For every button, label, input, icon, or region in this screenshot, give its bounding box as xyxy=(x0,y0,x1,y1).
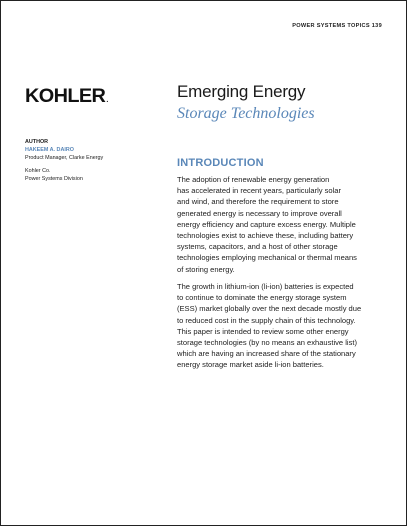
intro-paragraph-2 xyxy=(177,281,385,371)
series-label: POWER SYSTEMS TOPICS 139 xyxy=(292,23,382,29)
org-line-2: Power Systems Division xyxy=(25,176,83,183)
author-label: AUTHOR xyxy=(25,139,49,145)
text-line: The growth in lithium-ion (li-ion) batteries is expected xyxy=(177,282,354,291)
organization xyxy=(25,168,165,184)
text-line: to continue to dominate the energy storage system xyxy=(177,293,347,303)
text-line: This paper is intended to review some other energy xyxy=(177,326,349,336)
text-line: energy efficiency and capture excess energy. Multiple xyxy=(177,219,356,229)
text-line: and wind, and therefore the requirement to store xyxy=(177,197,339,207)
text-line: of storing energy. xyxy=(177,264,235,274)
intro-paragraph-1 xyxy=(177,174,385,275)
text-line: The adoption of renewable energy generation xyxy=(177,175,330,184)
author-role: Product Manager, Clarke Energy xyxy=(25,154,104,161)
text-line: (ESS) market globally over the next decade mostly due xyxy=(177,304,362,314)
logo-mark: . xyxy=(106,97,108,104)
text-line: technologies exist to achieve these, including battery xyxy=(177,231,354,241)
org-line-1: Kohler Co. xyxy=(25,168,51,175)
page-subtitle: Storage Technologies xyxy=(177,105,315,122)
logo-text: KOHLER xyxy=(25,85,106,107)
section-heading: INTRODUCTION xyxy=(177,157,264,169)
text-line: has accelerated in recent years, particularly solar xyxy=(177,186,342,196)
author-block xyxy=(25,139,165,184)
text-line: generated energy is necessary to improve overall xyxy=(177,208,342,218)
text-line: energy storage market aside li-ion batteries. xyxy=(177,360,324,370)
page-title: Emerging Energy xyxy=(177,82,306,101)
text-line: to reduced cost in the supply chain of this technology. xyxy=(177,315,356,325)
text-line: which are having an increased share of the stationary xyxy=(177,349,356,359)
author-name: HAKEEM A. DAIRO xyxy=(25,146,74,153)
text-line: technologies employing mechanical or thermal means xyxy=(177,253,357,263)
kohler-logo xyxy=(25,87,108,107)
text-line: systems, capacitors, and a host of other storage xyxy=(177,242,338,252)
text-line: storage technologies (by no means an exhaustive list) xyxy=(177,338,357,348)
